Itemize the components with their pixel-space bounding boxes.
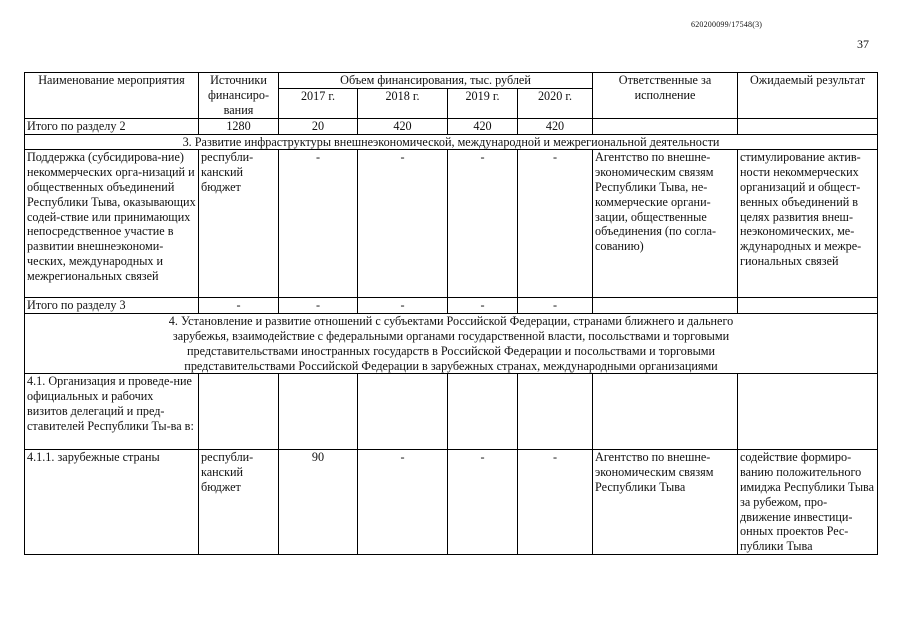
section-4-title: 4. Установление и развитие отношений с субъектами Российской Федерации, странами ближнего и дальнего зарубежья, взаимодействие с федеральными органами государственной власти, посольствами и торговыми представительствами иностранных государств в Российской Федерации и посольствами и торговыми представительствами Российской Федерации в зарубежных странах, международными организациями <box>25 314 878 374</box>
value-2020: - <box>518 450 593 555</box>
expected-result: стимулирование актив-ности некоммерческих организаций и общест-венных объединений в целях развития внеш-неэкономических, ме-ждународных и межре-гиональных связей <box>738 150 878 298</box>
header-result: Ожидаемый результат <box>738 73 878 119</box>
empty-cell <box>199 374 279 450</box>
total-label: Итого по разделу 2 <box>25 118 199 134</box>
empty-cell <box>738 374 878 450</box>
total-source-value: 1280 <box>199 118 279 134</box>
header-responsible: Ответственные за исполнение <box>593 73 738 119</box>
activity-name: 4.1.1. зарубежные страны <box>25 450 199 555</box>
empty-cell <box>593 374 738 450</box>
value-2019: - <box>448 450 518 555</box>
table-row <box>25 150 878 298</box>
header-year-2020: 2020 г. <box>518 88 593 118</box>
total-source-value: - <box>199 298 279 314</box>
total-2019-value: 420 <box>448 118 518 134</box>
header-year-2018: 2018 г. <box>358 88 448 118</box>
responsible-party: Агентство по внешне-экономическим связям Республики Тыва <box>593 450 738 555</box>
value-2018: - <box>358 450 448 555</box>
table-row <box>25 374 878 450</box>
total-2020-value: 420 <box>518 118 593 134</box>
table-header-row <box>25 73 878 89</box>
section-4-heading-row <box>25 314 878 374</box>
value-2019: - <box>448 150 518 298</box>
section-3-title: 3. Развитие инфраструктуры внешнеэкономической, международной и межрегиональной деятельности <box>25 134 878 150</box>
empty-cell <box>518 374 593 450</box>
total-row-section-3 <box>25 298 878 314</box>
value-2017: - <box>279 150 358 298</box>
section-3-heading-row <box>25 134 878 150</box>
header-source: Источники финансиро-вания <box>199 73 279 119</box>
funding-source: республи-канский бюджет <box>199 450 279 555</box>
empty-cell <box>279 374 358 450</box>
header-name: Наименование мероприятия <box>25 73 199 119</box>
total-2018-value: - <box>358 298 448 314</box>
total-row-section-2 <box>25 118 878 134</box>
empty-cell <box>358 374 448 450</box>
header-funding: Объем финансирования, тыс. рублей <box>279 73 593 89</box>
activity-name: Поддержка (субсидирова-ние) некоммерческих орга-низаций и общественных объединений Республики Тыва, оказывающих содей-ствие или принимающих непосредственное участие в развитии внешнеэкономи-ческих, международных и межрегиональных связей <box>25 150 199 298</box>
total-label: Итого по разделу 3 <box>25 298 199 314</box>
empty-cell <box>738 298 878 314</box>
total-2020-value: - <box>518 298 593 314</box>
table-row <box>25 450 878 555</box>
empty-cell <box>593 298 738 314</box>
activity-name: 4.1. Организация и проведе-ние официальных и рабочих визитов делегаций и пред-ставителей Республики Ты-ва в: <box>25 374 199 450</box>
empty-cell <box>593 118 738 134</box>
header-year-2019: 2019 г. <box>448 88 518 118</box>
empty-cell <box>738 118 878 134</box>
total-2019-value: - <box>448 298 518 314</box>
value-2020: - <box>518 150 593 298</box>
total-2018-value: 420 <box>358 118 448 134</box>
funding-table <box>24 72 878 555</box>
responsible-party: Агентство по внешне-экономическим связям Республики Тыва, не-коммерческие органи-зации, общественные объединения (по согла-сованию) <box>593 150 738 298</box>
value-2018: - <box>358 150 448 298</box>
document-id: 620200099/17548(3) <box>691 20 763 29</box>
total-2017-value: 20 <box>279 118 358 134</box>
header-year-2017: 2017 г. <box>279 88 358 118</box>
empty-cell <box>448 374 518 450</box>
value-2017: 90 <box>279 450 358 555</box>
expected-result: содействие формиро-ванию положительного имиджа Республики Тыва за рубежом, про-движение инвестици-онных проектов Рес-публики Тыва <box>738 450 878 555</box>
total-2017-value: - <box>279 298 358 314</box>
page-number: 37 <box>857 37 869 51</box>
funding-source: республи-канский бюджет <box>199 150 279 298</box>
